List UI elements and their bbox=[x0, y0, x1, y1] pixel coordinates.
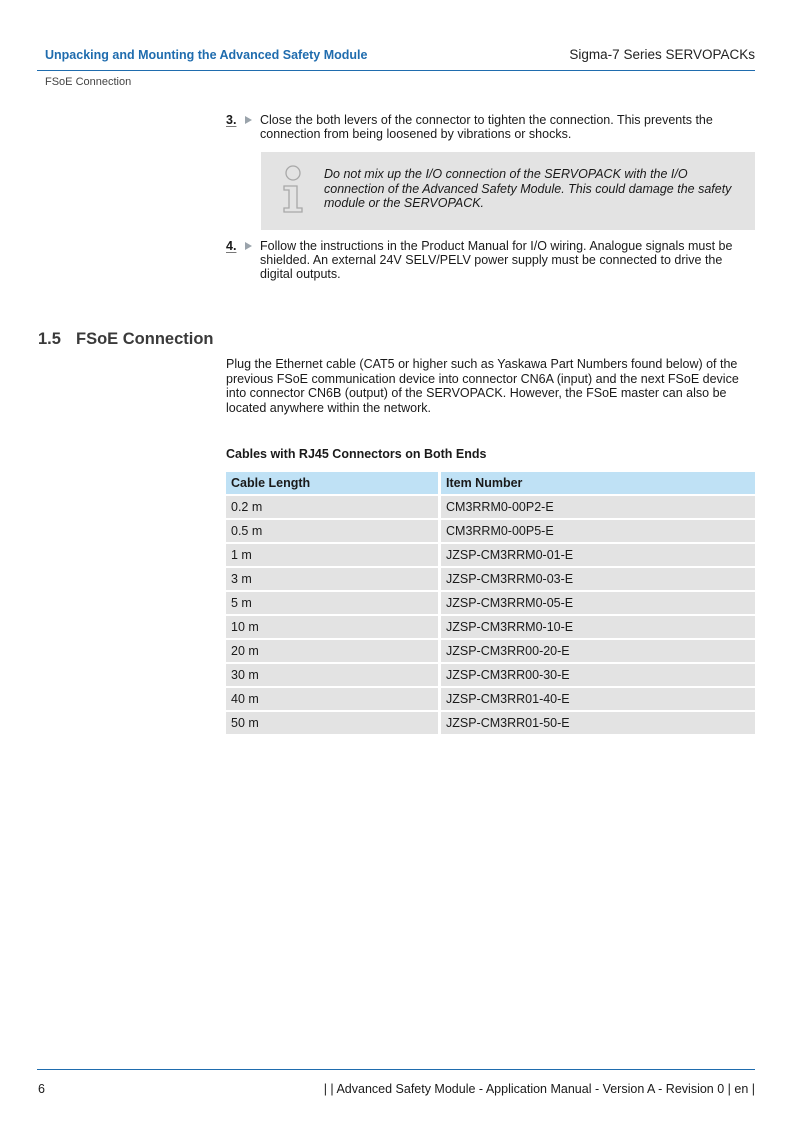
chapter-title: Unpacking and Mounting the Advanced Safety Module bbox=[45, 48, 368, 62]
table-row bbox=[226, 592, 755, 614]
column-header-item-number: Item Number bbox=[441, 472, 755, 494]
item-number-cell: JZSP-CM3RRM0-03-E bbox=[441, 568, 755, 590]
cable-length-cell: 20 m bbox=[226, 640, 441, 662]
item-number-cell: JZSP-CM3RR01-40-E bbox=[441, 688, 755, 710]
cable-length-cell: 1 m bbox=[226, 544, 441, 566]
table-row bbox=[226, 520, 755, 542]
item-number-cell: JZSP-CM3RRM0-01-E bbox=[441, 544, 755, 566]
item-number-cell: JZSP-CM3RRM0-10-E bbox=[441, 616, 755, 638]
step-number: 3. bbox=[226, 113, 237, 127]
cable-length-cell: 40 m bbox=[226, 688, 441, 710]
product-name: Sigma-7 Series SERVOPACKs bbox=[569, 47, 755, 62]
cable-length-cell: 3 m bbox=[226, 568, 441, 590]
item-number-cell: JZSP-CM3RRM0-05-E bbox=[441, 592, 755, 614]
step-text: Close the both levers of the connector to tighten the connection. This prevents the connection from being loosened by vibrations or shocks. bbox=[260, 113, 713, 141]
step-4 bbox=[226, 239, 756, 281]
cable-length-cell: 5 m bbox=[226, 592, 441, 614]
info-icon bbox=[279, 164, 307, 219]
column-header-cable-length: Cable Length bbox=[226, 472, 441, 494]
cable-length-cell: 50 m bbox=[226, 712, 441, 734]
cables-table bbox=[226, 470, 755, 736]
table-row bbox=[226, 544, 755, 566]
table-row bbox=[226, 616, 755, 638]
section-body: Plug the Ethernet cable (CAT5 or higher such as Yaskawa Part Numbers found below) of the previous FSoE communication device into connector CN6A (input) and the next FSoE device into connector CN6B (output) of the SERVOPACK. However, the FSoE master can also be located anywhere within the network. bbox=[226, 357, 739, 415]
header-divider bbox=[37, 70, 755, 71]
step-3 bbox=[226, 113, 756, 141]
step-arrow-icon bbox=[245, 116, 252, 124]
section-number: 1.5 bbox=[38, 330, 61, 348]
table-row bbox=[226, 640, 755, 662]
cable-length-cell: 30 m bbox=[226, 664, 441, 686]
item-number-cell: JZSP-CM3RR01-50-E bbox=[441, 712, 755, 734]
table-row bbox=[226, 712, 755, 734]
step-text: Follow the instructions in the Product Manual for I/O wiring. Analogue signals must be shielded. An external 24V SELV/PELV power supply must be connected to drive the digital outputs. bbox=[260, 239, 733, 281]
note-text: Do not mix up the I/O connection of the SERVOPACK with the I/O connection of the Advanced Safety Module. This could damage the safety module or the SERVOPACK. bbox=[324, 167, 732, 210]
footer-divider bbox=[37, 1069, 755, 1070]
cable-length-cell: 0.2 m bbox=[226, 496, 441, 518]
item-number-cell: CM3RRM0-00P2-E bbox=[441, 496, 755, 518]
table-row bbox=[226, 688, 755, 710]
note-box bbox=[261, 152, 755, 230]
cable-length-cell: 0.5 m bbox=[226, 520, 441, 542]
step-arrow-icon bbox=[245, 242, 252, 250]
item-number-cell: CM3RRM0-00P5-E bbox=[441, 520, 755, 542]
table-caption: Cables with RJ45 Connectors on Both Ends bbox=[226, 447, 487, 461]
section-title: FSoE Connection bbox=[76, 330, 214, 348]
table-row bbox=[226, 496, 755, 518]
section-heading bbox=[38, 330, 214, 349]
item-number-cell: JZSP-CM3RR00-20-E bbox=[441, 640, 755, 662]
step-number: 4. bbox=[226, 239, 237, 253]
table-row bbox=[226, 568, 755, 590]
page-number: 6 bbox=[38, 1082, 45, 1096]
section-label: FSoE Connection bbox=[45, 76, 132, 88]
table-row bbox=[226, 664, 755, 686]
cable-length-cell: 10 m bbox=[226, 616, 441, 638]
footer-document-info: | | Advanced Safety Module - Application Manual - Version A - Revision 0 | en | bbox=[323, 1082, 755, 1096]
item-number-cell: JZSP-CM3RR00-30-E bbox=[441, 664, 755, 686]
table-header-row bbox=[226, 472, 755, 494]
